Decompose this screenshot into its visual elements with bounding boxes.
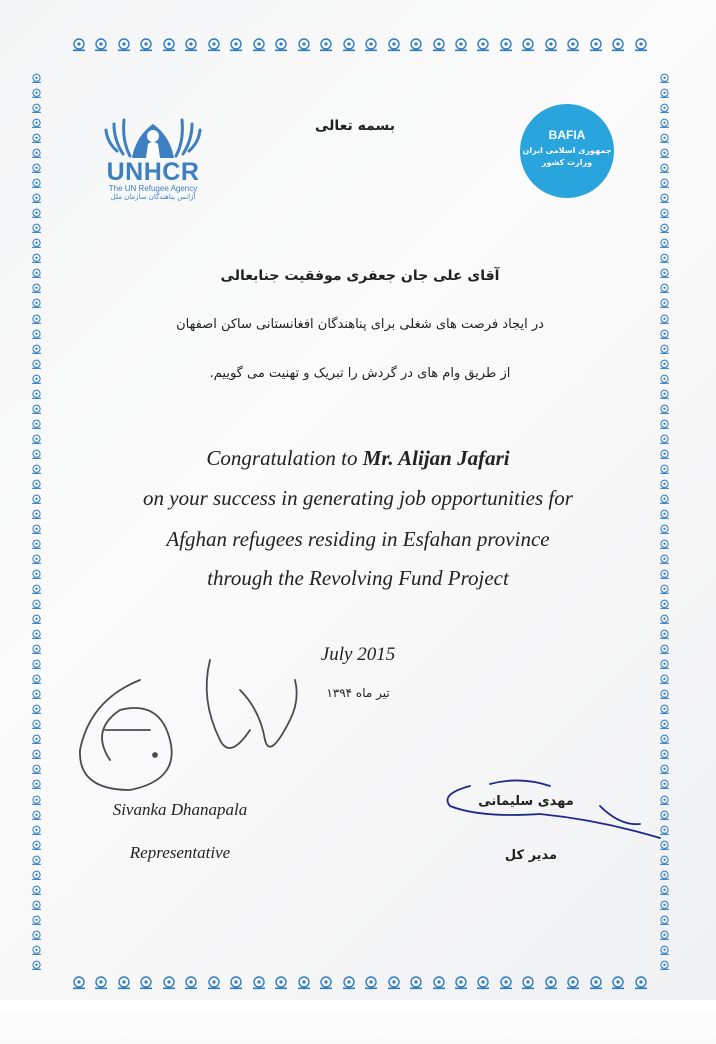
unhcr-emblem-icon — [30, 643, 43, 656]
unhcr-emblem-icon — [658, 748, 671, 761]
unhcr-emblem-icon — [658, 929, 671, 942]
unhcr-emblem-icon — [30, 403, 43, 416]
unhcr-emblem-icon — [658, 117, 671, 130]
unhcr-emblem-icon — [658, 733, 671, 746]
unhcr-emblem-icon — [658, 673, 671, 686]
unhcr-emblem-icon — [30, 147, 43, 160]
english-line-4: through the Revolving Fund Project — [207, 566, 509, 590]
unhcr-emblem-icon — [658, 944, 671, 957]
unhcr-emblem-icon — [658, 568, 671, 581]
unhcr-emblem-icon — [30, 839, 43, 852]
unhcr-emblem-icon — [658, 914, 671, 927]
unhcr-emblem-icon — [295, 976, 313, 990]
bafia-line-1: جمهوری اسلامی ایران — [522, 146, 612, 155]
unhcr-emblem-icon — [658, 869, 671, 882]
unhcr-emblem-icon — [658, 343, 671, 356]
congratulation-prefix: Congratulation to — [206, 446, 358, 470]
unhcr-emblem-icon — [30, 162, 43, 175]
unhcr-emblem-icon — [658, 358, 671, 371]
unhcr-emblem-icon — [542, 976, 560, 990]
unhcr-emblem-icon — [30, 192, 43, 205]
unhcr-emblem-icon — [658, 523, 671, 536]
unhcr-emblem-icon — [250, 976, 268, 990]
unhcr-emblem-icon — [658, 463, 671, 476]
unhcr-emblem-icon — [658, 222, 671, 235]
unhcr-emblem-icon — [30, 87, 43, 100]
unhcr-emblem-icon — [658, 162, 671, 175]
english-line-2: on your success in generating job opportunities for — [143, 486, 573, 510]
unhcr-emblem-icon — [609, 38, 627, 52]
unhcr-emblem-icon — [30, 884, 43, 897]
left-signer-role: Representative — [129, 843, 231, 862]
left-signer-name: Sivanka Dhanapala — [112, 800, 248, 819]
unhcr-emblem-icon — [205, 976, 223, 990]
unhcr-emblem-icon — [658, 628, 671, 641]
unhcr-emblem-icon — [30, 478, 43, 491]
unhcr-emblem-icon — [295, 38, 313, 52]
unhcr-emblem-icon — [30, 658, 43, 671]
unhcr-emblem-icon — [519, 976, 537, 990]
unhcr-emblem-icon — [30, 748, 43, 761]
unhcr-emblem-icon — [658, 553, 671, 566]
unhcr-emblem-icon — [362, 976, 380, 990]
unhcr-emblem-icon — [658, 478, 671, 491]
unhcr-emblem-icon — [30, 854, 43, 867]
unhcr-emblem-icon — [658, 237, 671, 250]
date-persian: تیر ماه ۱۳۹۴ — [326, 686, 390, 700]
unhcr-emblem-icon — [609, 976, 627, 990]
bottom-emblem-border — [70, 976, 650, 990]
unhcr-agency-label: The UN Refugee Agency — [108, 184, 198, 193]
unhcr-emblem-icon — [30, 824, 43, 837]
unhcr-emblem-icon — [430, 38, 448, 52]
date-english: July 2015 — [320, 644, 396, 665]
unhcr-emblem-icon — [30, 252, 43, 265]
unhcr-emblem-icon — [385, 976, 403, 990]
unhcr-emblem-icon — [497, 976, 515, 990]
unhcr-emblem-icon — [658, 718, 671, 731]
unhcr-emblem-icon — [30, 809, 43, 822]
unhcr-emblem-icon — [30, 959, 43, 972]
unhcr-emblem-icon — [30, 267, 43, 280]
unhcr-emblem-icon — [70, 38, 88, 52]
unhcr-emblem-icon — [317, 976, 335, 990]
unhcr-emblem-icon — [658, 959, 671, 972]
bafia-line-2: وزارت کشور — [541, 158, 593, 167]
unhcr-emblem-icon — [30, 763, 43, 776]
unhcr-emblem-icon — [160, 976, 178, 990]
unhcr-emblem-icon — [658, 267, 671, 280]
unhcr-emblem-icon — [658, 87, 671, 100]
unhcr-emblem-icon — [30, 778, 43, 791]
unhcr-emblem-icon — [30, 72, 43, 85]
unhcr-emblem-icon — [137, 38, 155, 52]
unhcr-emblem-icon — [30, 568, 43, 581]
unhcr-emblem-icon — [658, 658, 671, 671]
unhcr-emblem-icon — [474, 976, 492, 990]
unhcr-emblem-icon — [30, 523, 43, 536]
left-emblem-border — [30, 72, 43, 972]
unhcr-emblem-icon — [658, 433, 671, 446]
unhcr-emblem-icon — [564, 38, 582, 52]
unhcr-emblem-icon — [658, 508, 671, 521]
unhcr-emblem-icon — [658, 643, 671, 656]
unhcr-emblem-icon — [227, 38, 245, 52]
unhcr-emblem-icon — [658, 598, 671, 611]
unhcr-emblem-icon — [30, 914, 43, 927]
unhcr-emblem-icon — [30, 237, 43, 250]
unhcr-emblem-icon — [362, 38, 380, 52]
unhcr-emblem-icon — [182, 976, 200, 990]
unhcr-emblem-icon — [658, 328, 671, 341]
unhcr-emblem-icon — [30, 282, 43, 295]
unhcr-emblem-icon — [115, 976, 133, 990]
unhcr-emblem-icon — [30, 598, 43, 611]
unhcr-emblem-icon — [658, 282, 671, 295]
unhcr-emblem-icon — [30, 553, 43, 566]
unhcr-emblem-icon — [30, 463, 43, 476]
unhcr-emblem-icon — [30, 418, 43, 431]
unhcr-emblem-icon — [658, 418, 671, 431]
unhcr-emblem-icon — [658, 297, 671, 310]
unhcr-emblem-icon — [658, 373, 671, 386]
unhcr-emblem-icon — [632, 976, 650, 990]
unhcr-emblem-icon — [340, 38, 358, 52]
top-emblem-border — [70, 38, 650, 52]
unhcr-emblem-icon — [70, 976, 88, 990]
unhcr-wordmark: UNHCR — [106, 158, 200, 186]
unhcr-emblem-icon — [30, 929, 43, 942]
unhcr-emblem-icon — [497, 38, 515, 52]
unhcr-emblem-icon — [587, 38, 605, 52]
unhcr-emblem-icon — [115, 38, 133, 52]
left-signature — [60, 640, 360, 820]
unhcr-emblem-icon — [30, 448, 43, 461]
unhcr-emblem-icon — [658, 147, 671, 160]
unhcr-emblem-icon — [658, 899, 671, 912]
unhcr-emblem-icon — [658, 177, 671, 190]
unhcr-emblem-icon — [30, 628, 43, 641]
unhcr-emblem-icon — [317, 38, 335, 52]
unhcr-emblem-icon — [658, 132, 671, 145]
unhcr-emblem-icon — [137, 976, 155, 990]
unhcr-emblem-icon — [30, 177, 43, 190]
unhcr-emblem-icon — [340, 976, 358, 990]
bismillah-heading: بسمه تعالی — [314, 118, 396, 134]
unhcr-emblem-icon — [519, 38, 537, 52]
unhcr-emblem-icon — [564, 976, 582, 990]
unhcr-emblem-icon — [658, 703, 671, 716]
unhcr-emblem-icon — [30, 222, 43, 235]
unhcr-emblem-icon — [658, 388, 671, 401]
unhcr-emblem-icon — [658, 313, 671, 326]
right-signer-role: مدیر کل — [504, 848, 558, 863]
unhcr-emblem-icon — [250, 38, 268, 52]
unhcr-emblem-icon — [632, 38, 650, 52]
unhcr-emblem-icon — [272, 976, 290, 990]
unhcr-emblem-icon — [30, 508, 43, 521]
unhcr-emblem-icon — [587, 976, 605, 990]
unhcr-persian-label: آژانس پناهندگان سازمان ملل — [110, 193, 196, 201]
unhcr-emblem-icon — [30, 869, 43, 882]
unhcr-emblem-icon — [658, 884, 671, 897]
unhcr-emblem-icon — [30, 132, 43, 145]
bafia-seal — [520, 104, 614, 198]
unhcr-emblem-icon — [92, 38, 110, 52]
unhcr-emblem-icon — [30, 899, 43, 912]
unhcr-emblem-icon — [658, 688, 671, 701]
unhcr-emblem-icon — [30, 493, 43, 506]
english-line-3: Afghan refugees residing in Esfahan province — [166, 527, 550, 551]
unhcr-emblem-icon — [30, 688, 43, 701]
english-line-1 — [100, 446, 616, 471]
unhcr-emblem-icon — [30, 944, 43, 957]
unhcr-emblem-icon — [30, 313, 43, 326]
unhcr-emblem-icon — [30, 343, 43, 356]
unhcr-emblem-icon — [407, 976, 425, 990]
unhcr-emblem-icon — [658, 583, 671, 596]
unhcr-emblem-icon — [658, 538, 671, 551]
unhcr-emblem-icon — [160, 38, 178, 52]
unhcr-emblem-icon — [30, 373, 43, 386]
unhcr-emblem-icon — [385, 38, 403, 52]
unhcr-emblem-icon — [30, 733, 43, 746]
unhcr-emblem-icon — [30, 328, 43, 341]
persian-line-1: آقای علی جان جعفری موفقیت جنابعالی — [220, 268, 500, 284]
unhcr-emblem-icon — [272, 38, 290, 52]
unhcr-emblem-icon — [30, 583, 43, 596]
unhcr-emblem-icon — [474, 38, 492, 52]
unhcr-emblem-icon — [430, 976, 448, 990]
unhcr-emblem-icon — [658, 207, 671, 220]
scan-margin — [0, 1000, 716, 1044]
unhcr-emblem-icon — [30, 433, 43, 446]
right-signer-name: مهدی سلیمانی — [478, 794, 574, 809]
unhcr-emblem-icon — [30, 613, 43, 626]
unhcr-emblem-icon — [30, 358, 43, 371]
recipient-name: Mr. Alijan Jafari — [362, 446, 510, 470]
unhcr-emblem-icon — [658, 252, 671, 265]
unhcr-emblem-icon — [30, 388, 43, 401]
unhcr-emblem-icon — [30, 102, 43, 115]
unhcr-emblem-icon — [30, 794, 43, 807]
unhcr-emblem-icon — [658, 448, 671, 461]
unhcr-emblem-icon — [30, 718, 43, 731]
unhcr-emblem-icon — [227, 976, 245, 990]
unhcr-emblem-icon — [452, 38, 470, 52]
bafia-name: BAFIA — [548, 128, 586, 142]
unhcr-emblem-icon — [30, 538, 43, 551]
unhcr-emblem-icon — [407, 38, 425, 52]
unhcr-emblem-icon — [658, 72, 671, 85]
persian-line-2: در ایجاد فرصت های شغلی برای پناهندگان افغانستانی ساکن اصفهان — [176, 317, 544, 332]
unhcr-emblem-icon — [30, 703, 43, 716]
unhcr-emblem-icon — [30, 207, 43, 220]
unhcr-emblem-icon — [658, 102, 671, 115]
unhcr-emblem-icon — [30, 673, 43, 686]
unhcr-emblem-icon — [30, 117, 43, 130]
unhcr-emblem-icon — [658, 493, 671, 506]
unhcr-emblem-icon — [658, 613, 671, 626]
unhcr-emblem-icon — [92, 976, 110, 990]
unhcr-emblem-icon — [182, 38, 200, 52]
unhcr-emblem-icon — [658, 403, 671, 416]
persian-line-3: از طریق وام های در گردش را تبریک و تهنیت می گوییم. — [209, 366, 511, 381]
unhcr-emblem-icon — [30, 297, 43, 310]
unhcr-emblem-icon — [658, 854, 671, 867]
unhcr-emblem-icon — [205, 38, 223, 52]
unhcr-emblem-icon — [542, 38, 560, 52]
unhcr-emblem-icon — [452, 976, 470, 990]
unhcr-emblem-icon — [658, 192, 671, 205]
